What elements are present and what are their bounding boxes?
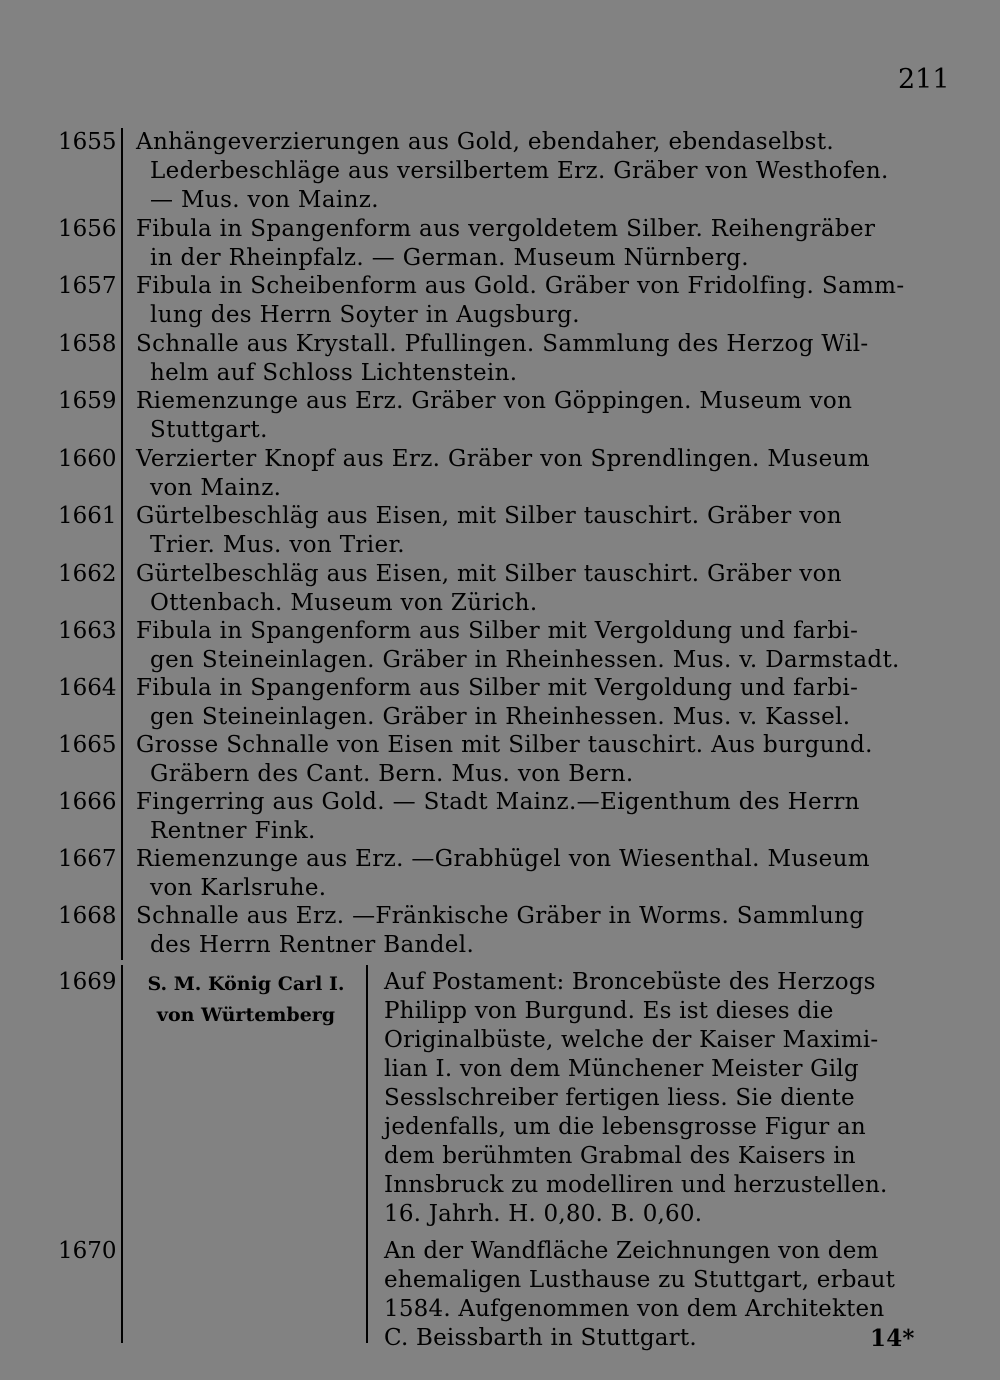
entry-text-line: Gürtelbeschläg aus Eisen, mit Silber tauschirt. Gräber von (136, 503, 842, 529)
entry-number: 1661 (58, 503, 117, 529)
entry-number: 1655 (58, 129, 117, 155)
entry-text-line: gen Steineinlagen. Gräber in Rheinhessen. Mus. v. Darmstadt. (150, 647, 900, 673)
description-line: lian I. von dem Münchener Meister Gilg (384, 1056, 859, 1082)
entry-number: 1669 (58, 969, 117, 995)
entry-number: 1662 (58, 561, 117, 587)
entry-number: 1668 (58, 903, 117, 929)
owner-name: S. M. König Carl I. (147, 973, 345, 995)
entry-number: 1665 (58, 732, 117, 758)
entry-number: 1667 (58, 846, 117, 872)
description-line: Originalbüste, welche der Kaiser Maximi- (384, 1027, 879, 1053)
entry-text-line: Fibula in Scheibenform aus Gold. Gräber von Fridolfing. Samm- (136, 273, 905, 299)
entry-text-line: Anhängeverzierungen aus Gold, ebendaher, ebendaselbst. (136, 129, 835, 155)
entry-text-line: Schnalle aus Erz. —Fränkische Gräber in Worms. Sammlung (136, 903, 865, 929)
entry-text-line: lung des Herrn Soyter in Augsburg. (150, 302, 580, 328)
entry-text-line: Gräbern des Cant. Bern. Mus. von Bern. (150, 761, 634, 787)
entry-number: 1656 (58, 216, 117, 242)
description-line: dem berühmten Grabmal des Kaisers in (384, 1143, 856, 1169)
entry-number: 1658 (58, 331, 117, 357)
description-line: jedenfalls, um die lebensgrosse Figur an (384, 1114, 866, 1140)
entry-number: 1664 (58, 675, 117, 701)
entry-text-line: von Karlsruhe. (150, 875, 327, 901)
description-line: C. Beissbarth in Stuttgart. (384, 1325, 697, 1351)
entry-number: 1670 (58, 1238, 117, 1264)
page-number: 211 (898, 64, 950, 95)
entry-text-line: des Herrn Rentner Bandel. (150, 932, 475, 958)
entry-text-line: Grosse Schnalle von Eisen mit Silber tauschirt. Aus burgund. (136, 732, 873, 758)
entry-number: 1666 (58, 789, 117, 815)
entry-text-line: Verzierter Knopf aus Erz. Gräber von Sprendlingen. Museum (136, 446, 870, 472)
entry-text-line: Fibula in Spangenform aus Silber mit Vergoldung und farbi- (136, 618, 859, 644)
entry-number: 1659 (58, 388, 117, 414)
entry-text-line: Ottenbach. Museum von Zürich. (150, 590, 538, 616)
description-line: Philipp von Burgund. Es ist dieses die (384, 998, 834, 1024)
description-line: 16. Jahrh. H. 0,80. B. 0,60. (384, 1201, 703, 1227)
column-rule (121, 965, 123, 1343)
entry-number: 1660 (58, 446, 117, 472)
entry-text-line: gen Steineinlagen. Gräber in Rheinhessen. Mus. v. Kassel. (150, 704, 851, 730)
description-line: Auf Postament: Broncebüste des Herzogs (384, 969, 876, 995)
owner-name: von Würtemberg (156, 1004, 336, 1026)
entry-text-line: Lederbeschläge aus versilbertem Erz. Gräber von Westhofen. (150, 158, 889, 184)
entry-text-line: Fibula in Spangenform aus Silber mit Vergoldung und farbi- (136, 675, 859, 701)
entry-text-line: Riemenzunge aus Erz. Gräber von Göppingen. Museum von (136, 388, 853, 414)
entry-text-line: in der Rheinpfalz. — German. Museum Nürnberg. (150, 245, 749, 271)
description-line: 1584. Aufgenommen von dem Architekten (384, 1296, 885, 1322)
entry-number: 1663 (58, 618, 117, 644)
entry-text-line: Fibula in Spangenform aus vergoldetem Silber. Reihengräber (136, 216, 876, 242)
description-line: Sesslschreiber fertigen liess. Sie diente (384, 1085, 855, 1111)
description-line: An der Wandfläche Zeichnungen von dem (384, 1238, 879, 1264)
column-rule (121, 128, 123, 960)
entry-text-line: Stuttgart. (150, 417, 268, 443)
entry-text-line: Gürtelbeschläg aus Eisen, mit Silber tauschirt. Gräber von (136, 561, 842, 587)
entry-text-line: helm auf Schloss Lichtenstein. (150, 360, 518, 386)
entry-text-line: Trier. Mus. von Trier. (150, 532, 405, 558)
entry-text-line: Riemenzunge aus Erz. —Grabhügel von Wiesenthal. Museum (136, 846, 870, 872)
entry-text-line: Rentner Fink. (150, 818, 316, 844)
description-line: Innsbruck zu modelliren und herzustellen. (384, 1172, 888, 1198)
description-line: ehemaligen Lusthause zu Stuttgart, erbaut (384, 1267, 896, 1293)
entry-text-line: — Mus. von Mainz. (150, 187, 379, 213)
signature-mark: 14* (870, 1325, 915, 1352)
entry-text-line: Fingerring aus Gold. — Stadt Mainz.—Eigenthum des Herrn (136, 789, 860, 815)
entry-number: 1657 (58, 273, 117, 299)
column-rule (366, 965, 368, 1343)
entry-text-line: von Mainz. (150, 475, 282, 501)
entry-text-line: Schnalle aus Krystall. Pfullingen. Sammlung des Herzog Wil- (136, 331, 869, 357)
